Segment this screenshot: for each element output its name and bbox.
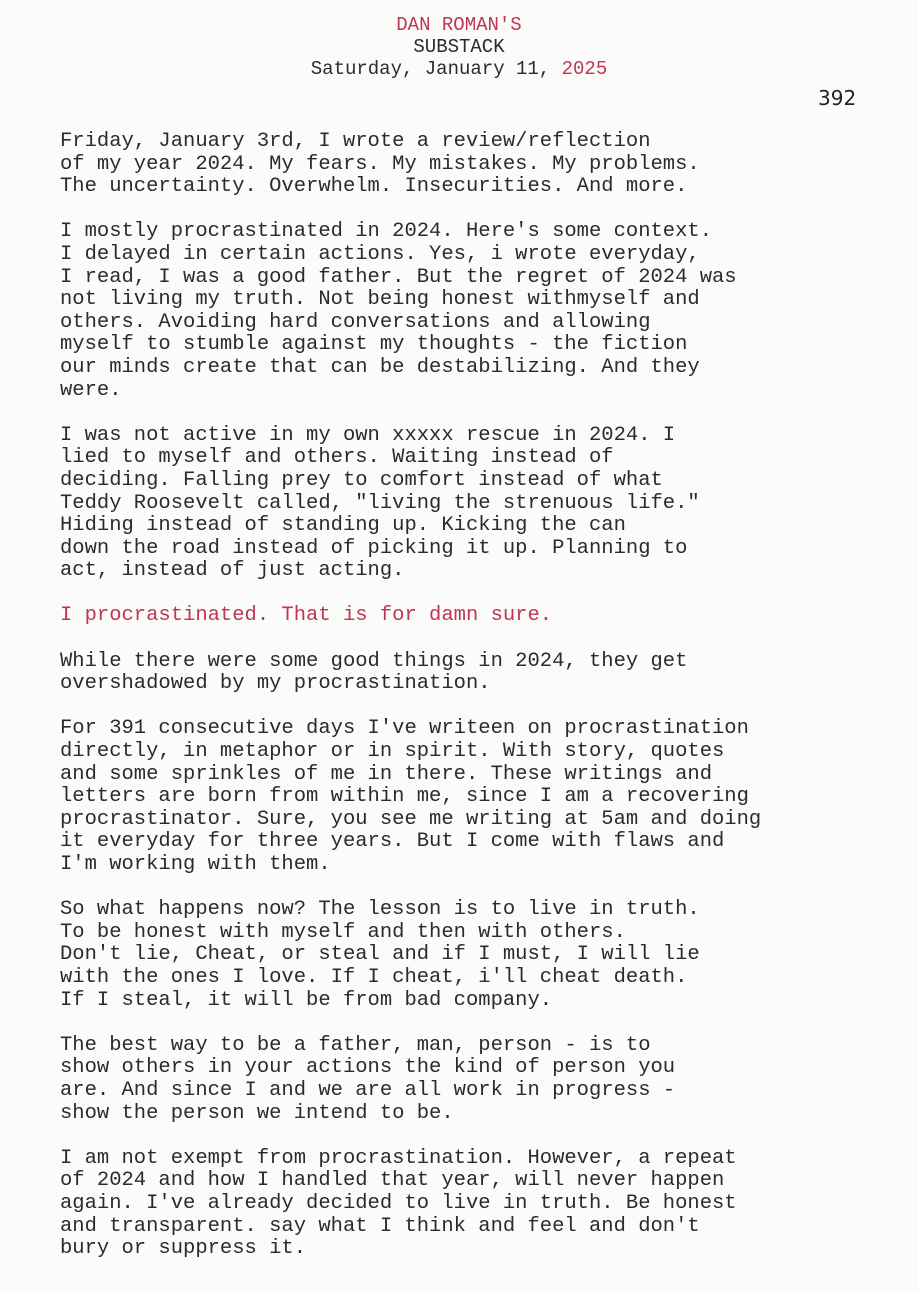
- page-number: 392: [818, 86, 857, 110]
- text-line: I am not exempt from procrastination. However, a repeat: [60, 1146, 737, 1170]
- text-line: The best way to be a father, man, person - is to: [60, 1033, 651, 1057]
- text-line: I'm working with them.: [60, 853, 331, 876]
- paragraph: [60, 1035, 850, 1125]
- text-line: show the person we intend to be.: [60, 1101, 454, 1125]
- text-line: it everyday for three years. But I come with flaws and: [60, 830, 725, 854]
- text-line: were.: [60, 378, 122, 402]
- text-line: with the ones I love. If I cheat, i'll cheat death.: [60, 965, 688, 989]
- date-year: 2025: [561, 58, 608, 80]
- paragraph: [60, 651, 850, 696]
- text-line: If I steal, it will be from bad company.: [60, 988, 553, 1012]
- text-line: Hiding instead of standing up. Kicking the can: [60, 514, 626, 538]
- text-line: and transparent. say what I think and feel and don't: [60, 1214, 700, 1238]
- letterhead: [0, 14, 918, 80]
- text-line: overshadowed by my procrastination.: [60, 672, 491, 696]
- text-line: So what happens now? The lesson is to live in truth.: [60, 898, 700, 922]
- text-line: I delayed in certain actions. Yes, i wrote everyday,: [60, 242, 700, 266]
- text-line: lied to myself and others. Waiting instead of: [60, 446, 614, 470]
- date-text: Saturday, January 11,: [310, 58, 551, 80]
- text-line: deciding. Falling prey to comfort instead of what: [60, 468, 663, 492]
- paragraph: [60, 131, 850, 199]
- text-line: again. I've already decided to live in truth. Be honest: [60, 1191, 737, 1215]
- text-line: myself to stumble against my thoughts - the fiction: [60, 333, 688, 357]
- text-line: I procrastinated. That is for damn sure.: [60, 604, 553, 628]
- paragraph: [60, 1148, 850, 1261]
- text-line: Friday, January 3rd, I wrote a review/reflection: [60, 130, 651, 153]
- paragraph: [60, 718, 850, 876]
- text-line: I was not active in my own xxxxx rescue in 2024. I: [60, 423, 676, 447]
- text-line: Teddy Roosevelt called, "living the strenuous life.": [60, 491, 700, 515]
- text-line: of 2024 and how I handled that year, will never happen: [60, 1169, 725, 1193]
- text-line: While there were some good things in 2024, they get: [60, 649, 688, 673]
- text-line: I read, I was a good father. But the regret of 2024 was: [60, 265, 737, 289]
- text-line: our minds create that can be destabilizing. And they: [60, 355, 700, 379]
- text-line: I mostly procrastinated in 2024. Here's some context.: [60, 220, 713, 244]
- text-line: of my year 2024. My fears. My mistakes. My problems.: [60, 152, 700, 176]
- paragraph: [60, 899, 850, 1012]
- text-line: To be honest with myself and then with others.: [60, 920, 626, 944]
- publication-name: SUBSTACK: [413, 36, 505, 58]
- text-line: bury or suppress it.: [60, 1237, 307, 1261]
- text-line: others. Avoiding hard conversations and allowing: [60, 310, 651, 334]
- text-line: act, instead of just acting.: [60, 559, 405, 583]
- dateline: [0, 58, 918, 80]
- author-name: DAN ROMAN'S: [396, 14, 522, 36]
- text-line: and some sprinkles of me in there. These writings and: [60, 762, 713, 786]
- text-line: show others in your actions the kind of person you: [60, 1056, 676, 1080]
- letter-body: [60, 131, 850, 1283]
- text-line: not living my truth. Not being honest withmyself and: [60, 288, 700, 312]
- text-line: letters are born from within me, since I am a recovering: [60, 785, 749, 809]
- text-line: down the road instead of picking it up. Planning to: [60, 536, 688, 560]
- text-line: Don't lie, Cheat, or steal and if I must, I will lie: [60, 943, 700, 967]
- text-line: The uncertainty. Overwhelm. Insecurities. And more.: [60, 175, 688, 199]
- paragraph: [60, 221, 850, 402]
- text-line: are. And since I and we are all work in progress -: [60, 1078, 676, 1102]
- text-line: procrastinator. Sure, you see me writing at 5am and doing: [60, 807, 762, 831]
- text-line: For 391 consecutive days I've writeen on procrastination: [60, 717, 749, 741]
- paragraph: [60, 425, 850, 583]
- text-line: directly, in metaphor or in spirit. With story, quotes: [60, 740, 725, 764]
- paragraph: [60, 605, 850, 628]
